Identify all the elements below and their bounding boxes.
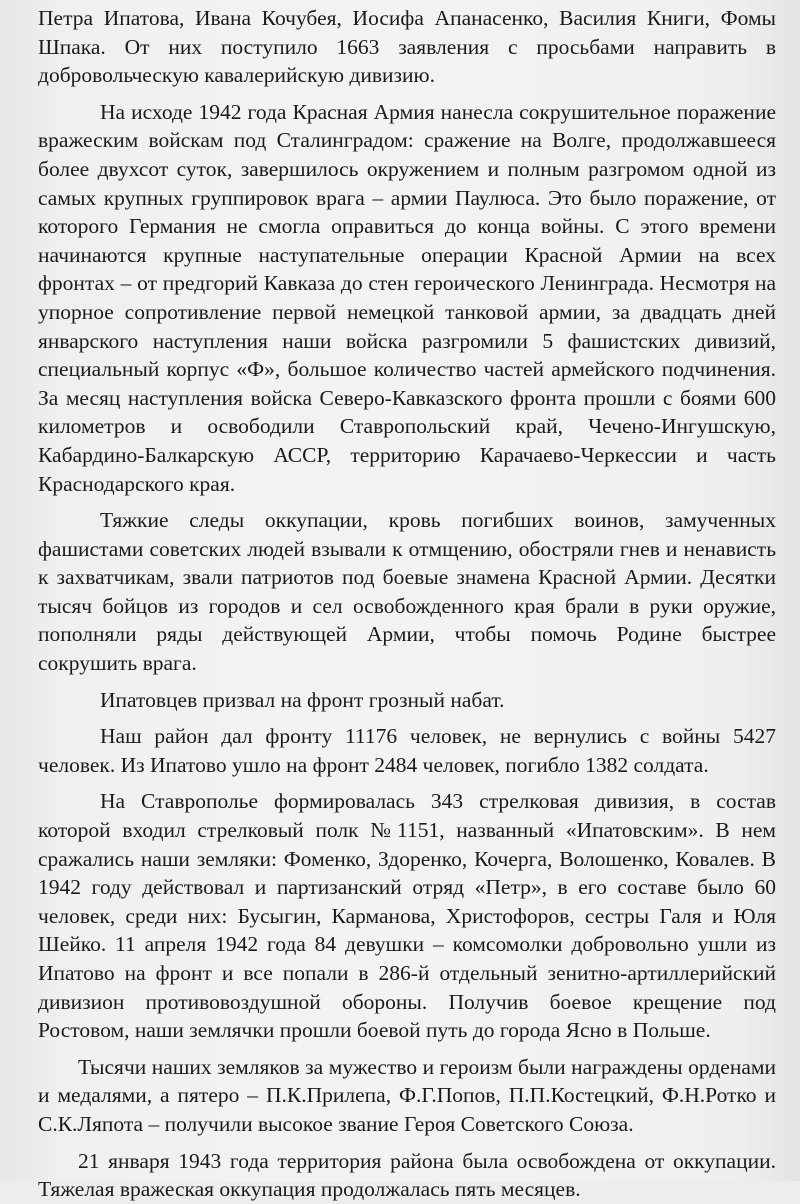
paragraph-stalingrad: На исходе 1942 года Красная Армия нанесла сокрушительное поражение вражеским войскам под Сталинградом: сражение на Волге, продолжавшееся более двухсот суток, завершилось окружением и полным разгромом одной из самых крупных группировок врага – армии Паулюса. Это было поражение, от которого Германия не смогла оправиться до конца войны. С этого времени начинаются крупные наступательные операции Красной Армии на всех фронтах – от предгорий Кавказа до стен героического Ленинграда. Несмотря на упорное сопротивление первой немецкой танковой армии, за двадцать дней январского наступления наши войска разгромили 5 фашистских дивизий, специальный корпус «Ф», большое количество частей армейского подчинения. За месяц наступления войска Северо-Кавказского фронта прошли с боями 600 километров и освободили Ставропольский край, Чечено-Ингушскую, Кабардино-Балкарскую АССР, территорию Карачаево-Черкессии и часть Краснодарского края.	[38, 99, 776, 496]
paragraph-division: На Ставрополье формировалась 343 стрелковая дивизия, в состав которой входил стрелковый полк №1151, названный «Ипатовским». В нем сражались наши земляки: Фоменко, Здоренко, Кочерга, Волошенко, Ковалев. В 1942 году действовал и партизанский отряд «Петр», в его составе было 60 человек, среди них: Бусыгин, Карманова, Христофоров, сестры Галя и Юля Шейко. 11 апреля 1942 года 84 девушки – комсомолки добровольно ушли из Ипатово на фронт и все попали в 286-й отдельный зенитно-артиллерийский дивизион противовоздушной обороны. Получив боевое крещение под Ростовом, наши землячки прошли боевой путь до города Ясно в Польше.	[38, 789, 776, 1043]
paragraph-district-losses: Наш район дал фронту 11176 человек, не вернулись с войны 5427 человек. Из Ипатово ушло на фронт 2484 человек, погибло 1382 солдата.	[38, 724, 776, 777]
paragraph-alarm: Ипатовцев призвал на фронт грозный набат.	[100, 687, 505, 712]
paragraph-heroes: Тысячи наших земляков за мужество и героизм были награждены орденами и медалями, а пятеро – П.К.Прилепа, Ф.Г.Попов, П.П.Костецкий, Ф.Н.Ротко и С.К.Ляпота – получили высокое звание Героя Советского Союза.	[38, 1054, 776, 1136]
paragraph-volunteers: Петра Ипатова, Ивана Кочубея, Иосифа Апанасенко, Василия Книги, Фомы Шпака. От них поступило 1663 заявления с просьбами направить в добровольческую кавалерийскую дивизию.	[38, 6, 776, 88]
paragraph-occupation-traces: Тяжкие следы оккупации, кровь погибших воинов, замученных фашистами советских людей взывали к отмщению, обостряли гнев и ненависть к захватчикам, звали патриотов под боевые знамена Красной Армии. Десятки тысяч бойцов из городов и сел освобожденного края брали в руки оружие, пополняли ряды действующей Армии, чтобы помочь Родине быстрее сокрушить врага.	[38, 508, 776, 676]
paragraph-liberation: 21 января 1943 года территория района была освобождена от оккупации. Тяжелая вражеская оккупация продолжалась пять месяцев.	[38, 1148, 776, 1202]
